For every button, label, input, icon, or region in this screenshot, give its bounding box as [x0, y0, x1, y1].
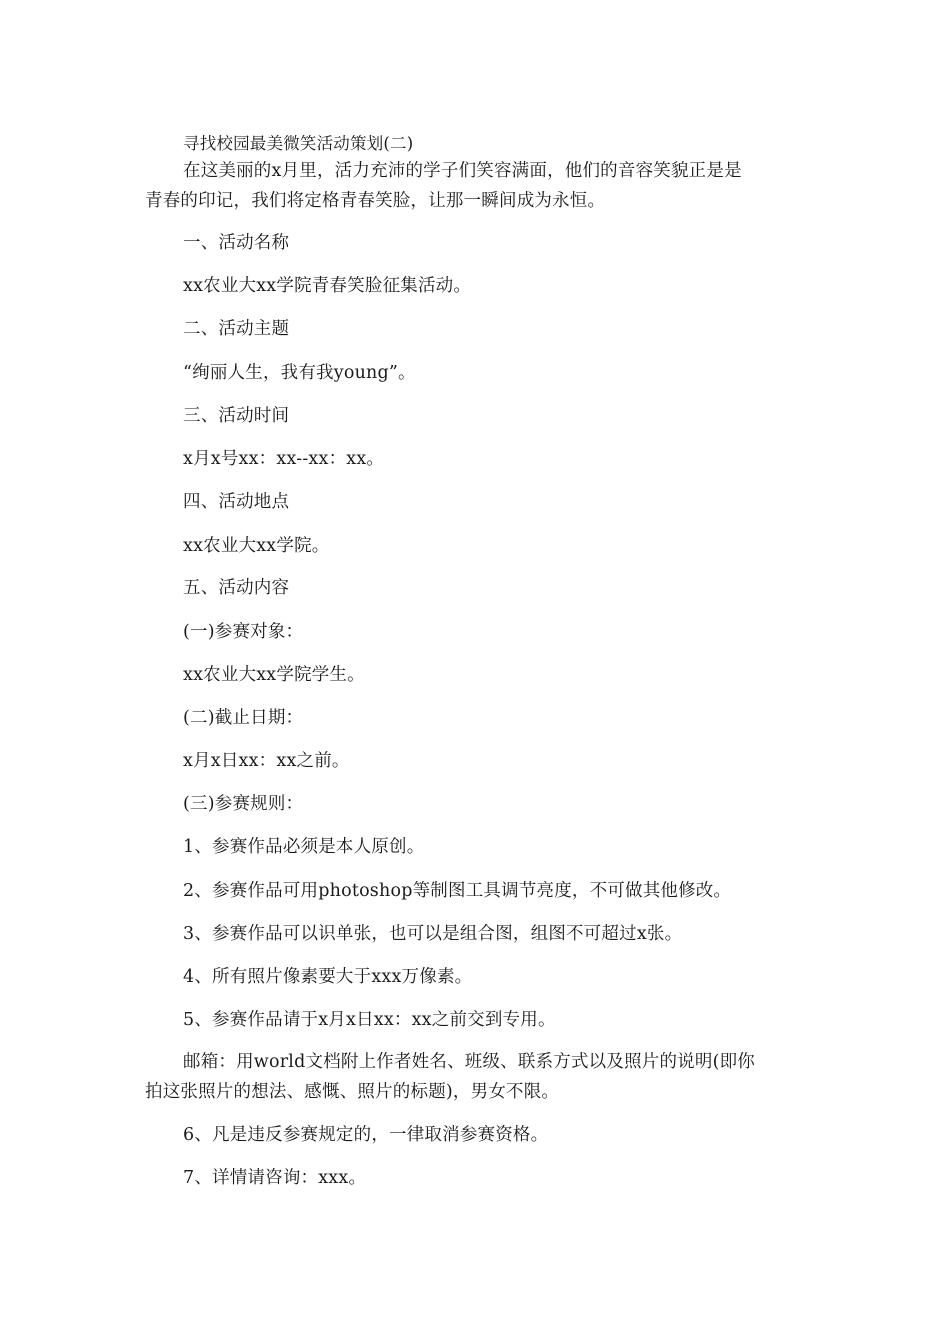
rule-item-7: 7、详情请咨询：xxx。	[183, 1168, 367, 1188]
section-heading-content: 五、活动内容	[183, 578, 290, 598]
intro-paragraph-line-1: 在这美丽的x月里，活力充沛的学子们笑容满面，他们的音容笑貌正是是	[183, 161, 742, 181]
section-heading-time: 三、活动时间	[183, 406, 290, 426]
section-body-theme: “绚丽人生，我有我young”。	[183, 363, 416, 383]
section-heading-location: 四、活动地点	[183, 492, 290, 512]
rule-item-6: 6、凡是违反参赛规定的，一律取消参赛资格。	[183, 1125, 549, 1145]
rule-item-2: 2、参赛作品可用photoshop等制图工具调节亮度，不可做其他修改。	[183, 881, 732, 901]
rule-item-3: 3、参赛作品可以识单张，也可以是组合图，组图不可超过x张。	[183, 924, 683, 944]
section-heading-theme: 二、活动主题	[183, 319, 290, 339]
subsection-heading-participants: (一)参赛对象：	[183, 622, 304, 642]
subsection-body-deadline: x月x日xx：xx之前。	[183, 751, 350, 771]
section-heading-name: 一、活动名称	[183, 233, 290, 253]
email-paragraph-line-1: 邮箱：用world文档附上作者姓名、班级、联系方式以及照片的说明(即你	[183, 1052, 756, 1072]
email-paragraph-line-2: 拍这张照片的想法、感慨、照片的标题)，男女不限。	[145, 1082, 560, 1102]
subsection-heading-rules: (三)参赛规则：	[183, 794, 304, 814]
section-body-name: xx农业大xx学院青春笑脸征集活动。	[183, 276, 472, 296]
intro-paragraph-line-2: 青春的印记，我们将定格青春笑脸，让那一瞬间成为永恒。	[145, 191, 606, 211]
section-body-time: x月x号xx：xx--xx：xx。	[183, 449, 385, 469]
rule-item-1: 1、参赛作品必须是本人原创。	[183, 837, 425, 857]
subsection-body-participants: xx农业大xx学院学生。	[183, 665, 365, 685]
subsection-heading-deadline: (二)截止日期：	[183, 708, 304, 728]
section-body-location: xx农业大xx学院。	[183, 536, 330, 556]
document-title: 寻找校园最美微笑活动策划(二)	[183, 134, 414, 153]
rule-item-5: 5、参赛作品请于x月x日xx：xx之前交到专用。	[183, 1010, 556, 1030]
rule-item-4: 4、所有照片像素要大于xxx万像素。	[183, 967, 473, 987]
